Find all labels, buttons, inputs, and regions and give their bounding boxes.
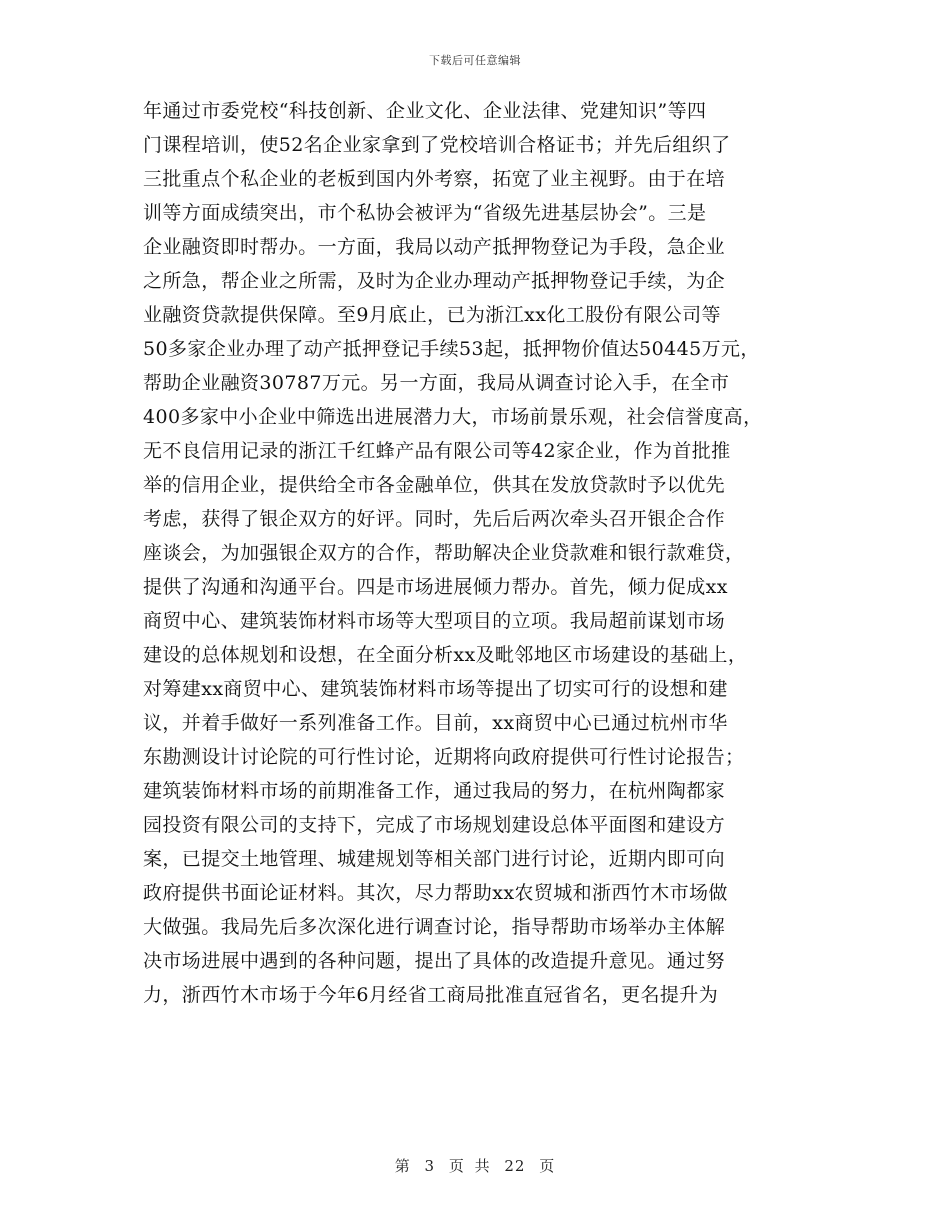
text-line: 50多家企业办理了动产抵押登记手续53起，抵押物价值达50445万元， bbox=[143, 338, 760, 360]
text-line: 东勘测设计讨论院的可行性讨论，近期将向政府提供可行性讨论报告； bbox=[143, 746, 745, 768]
text-line: 决市场进展中遇到的各种问题，提出了具体的改造提升意见。通过努 bbox=[143, 950, 726, 972]
body-text bbox=[143, 94, 823, 1012]
page-footer-middle: 页 共 bbox=[448, 1157, 491, 1175]
text-line: 之所急，帮企业之所需，及时为企业办理动产抵押物登记手续，为企 bbox=[143, 270, 726, 292]
page-number-total: 22 bbox=[504, 1157, 526, 1175]
text-line: 大做强。我局先后多次深化进行调查讨论，指导帮助市场举办主体解 bbox=[143, 916, 726, 938]
text-line: 年通过市委党校“科技创新、企业文化、企业法律、党建知识”等四 bbox=[143, 100, 707, 122]
text-line: 座谈会，为加强银企双方的合作，帮助解决企业贷款难和银行款难贷， bbox=[143, 542, 745, 564]
text-line: 三批重点个私企业的老板到国内外考察，拓宽了业主视野。由于在培 bbox=[143, 168, 726, 190]
text-line: 提供了沟通和沟通平台。四是市场进展倾力帮办。首先，倾力促成xx bbox=[143, 576, 728, 598]
text-line: 门课程培训，使52名企业家拿到了党校培训合格证书；并先后组织了 bbox=[143, 134, 731, 156]
text-line: 帮助企业融资30787万元。另一方面，我局从调查讨论入手，在全市 bbox=[143, 372, 730, 394]
text-line: 400多家中小企业中筛选出进展潜力大，市场前景乐观，社会信誉度高， bbox=[143, 406, 763, 428]
text-line: 政府提供书面论证材料。其次，尽力帮助xx农贸城和浙西竹木市场做 bbox=[143, 882, 728, 904]
text-line: 业融资贷款提供保障。至9月底止，已为浙江xx化工股份有限公司等 bbox=[143, 304, 721, 326]
page-header-note: 下载后可任意编辑 bbox=[429, 54, 521, 67]
text-line: 对筹建xx商贸中心、建筑装饰材料市场等提出了切实可行的设想和建 bbox=[143, 678, 728, 700]
text-line: 企业融资即时帮办。一方面，我局以动产抵押物登记为手段，急企业 bbox=[143, 236, 726, 258]
text-line: 无不良信用记录的浙江千红蜂产品有限公司等42家企业，作为首批推 bbox=[143, 440, 731, 462]
page-footer-suffix: 页 bbox=[539, 1157, 556, 1175]
page-footer bbox=[0, 1155, 950, 1176]
text-line: 案，已提交土地管理、城建规划等相关部门进行讨论，近期内即可向 bbox=[143, 848, 726, 870]
text-line: 建设的总体规划和设想，在全面分析xx及毗邻地区市场建设的基础上， bbox=[143, 644, 748, 666]
text-line: 建筑装饰材料市场的前期准备工作，通过我局的努力，在杭州陶都家 bbox=[143, 780, 726, 802]
text-line: 园投资有限公司的支持下，完成了市场规划建设总体平面图和建设方 bbox=[143, 814, 726, 836]
page-footer-prefix: 第 bbox=[394, 1157, 411, 1175]
text-line: 举的信用企业，提供给全市各金融单位，供其在发放贷款时予以优先 bbox=[143, 474, 726, 496]
text-line: 训等方面成绩突出，市个私协会被评为“省级先进基层协会”。三是 bbox=[143, 202, 707, 224]
text-line: 考虑，获得了银企双方的好评。同时，先后后两次牵头召开银企合作 bbox=[143, 508, 726, 530]
text-line: 商贸中心、建筑装饰材料市场等大型项目的立项。我局超前谋划市场 bbox=[143, 610, 726, 632]
text-line: 议，并着手做好一系列准备工作。目前，xx商贸中心已通过杭州市华 bbox=[143, 712, 728, 734]
page-number-current: 3 bbox=[424, 1157, 436, 1175]
text-line: 力，浙西竹木市场于今年6月经省工商局批准直冠省名，更名提升为 bbox=[143, 984, 719, 1006]
